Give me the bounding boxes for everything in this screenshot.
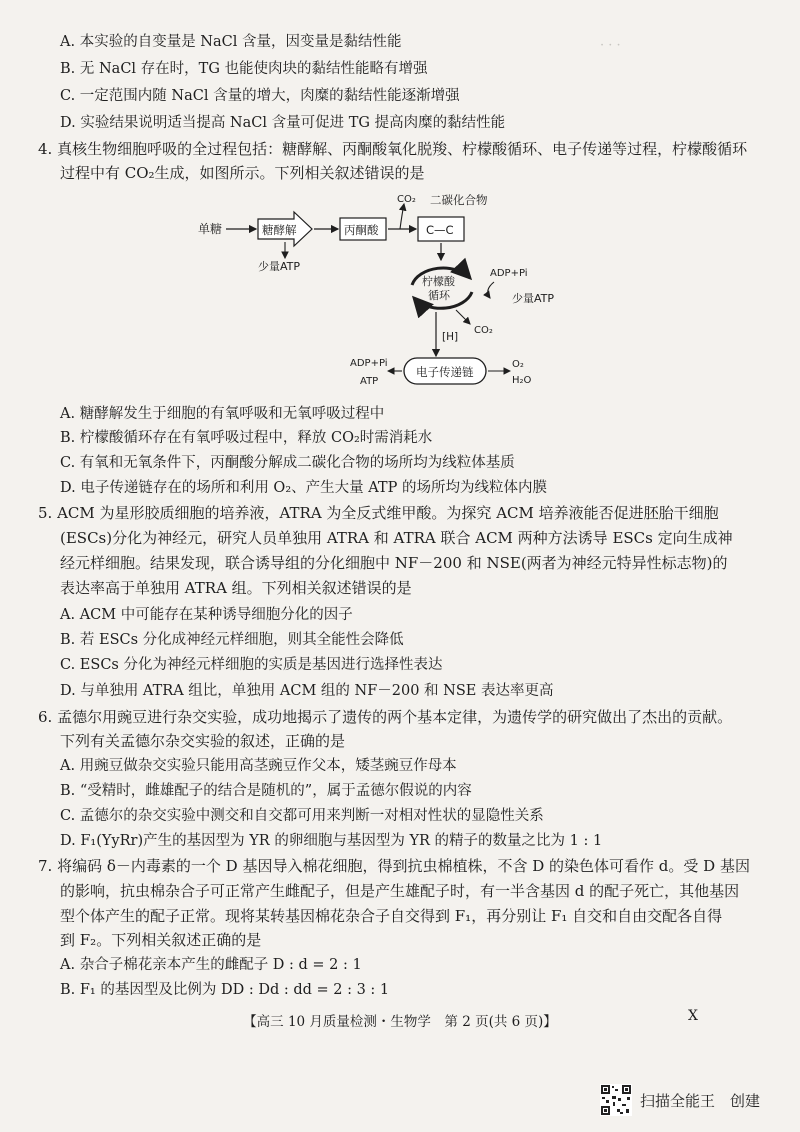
q5-option-d: D. 与单独用 ATRA 组比，单独用 ACM 组的 NF－200 和 NSE 表达率更高 bbox=[60, 683, 554, 699]
q6-option-d: D. F₁(YyRr)产生的基因型为 YR 的卵细胞与基因型为 YR 的精子的数量之比为 1 : 1 bbox=[60, 833, 603, 849]
q5-option-a: A. ACM 中可能存在某种诱导细胞分化的因子 bbox=[60, 607, 353, 623]
page-footer: 【高三 10 月质量检测・生物学 第 2 页(共 6 页)】 bbox=[243, 1014, 557, 1030]
q6-stem-line: 下列有关孟德尔杂交实验的叙述，正确的是 bbox=[60, 732, 346, 750]
q6-stem-line: 6. 孟德尔用豌豆进行杂交实验，成功地揭示了遗传的两个基本定律，为遗传学的研究做出了杰出的贡献。 bbox=[38, 708, 733, 726]
label-adp-pi-1: ADP+Pi bbox=[490, 268, 528, 279]
arrow-co2-mid bbox=[456, 310, 470, 324]
label-two-carbon: 二碳化合物 bbox=[430, 193, 488, 207]
q4-option-c: C. 有氧和无氧条件下，丙酮酸分解成二碳化合物的场所均为线粒体基质 bbox=[60, 455, 515, 471]
arrow-co2-top bbox=[400, 204, 404, 229]
label-co2-top: CO₂ bbox=[397, 194, 416, 205]
q4-option-a: A. 糖酵解发生于细胞的有氧呼吸和无氧呼吸过程中 bbox=[60, 406, 385, 422]
q5-stem-line: 表达率高于单独用 ATRA 组。下列相关叙述错误的是 bbox=[60, 579, 412, 597]
q6-option-c: C. 孟德尔的杂交实验中测交和自交都可用来判断一对相对性状的显隐性关系 bbox=[60, 808, 544, 824]
q7-stem-line: 7. 将编码 δ－内毒素的一个 D 基因导入棉花细胞，得到抗虫棉植株，不含 D 的染色体可看作 d。受 D 基因 bbox=[38, 857, 750, 875]
q7-stem-line: 型个体产生的配子正常。现将某转基因棉花杂合子自交得到 F₁，再分别让 F₁ 自交和自由交配各自得 bbox=[60, 907, 723, 925]
q5-stem-line: (ESCs)分化为神经元，研究人员单独用 ATRA 和 ATRA 联合 ACM 两种方法诱导 ESCs 定向生成神 bbox=[60, 529, 733, 547]
qr-code-icon bbox=[600, 1084, 632, 1116]
q3-option-b: B. 无 NaCl 存在时，TG 也能使肉块的黏结性能略有增强 bbox=[60, 61, 428, 77]
label-citric-1: 柠檬酸 bbox=[422, 275, 455, 288]
bleed-through-text: · · · bbox=[600, 38, 621, 53]
label-h2o: H₂O bbox=[512, 375, 532, 386]
arrow-cycle-atp bbox=[488, 282, 494, 298]
label-h: [H] bbox=[442, 331, 459, 343]
q6-option-b: B. “受精时，雌雄配子的结合是随机的”，属于孟德尔假说的内容 bbox=[60, 783, 472, 799]
q4-stem-line: 过程中有 CO₂生成，如图所示。下列相关叙述错误的是 bbox=[60, 164, 425, 182]
q3-option-a: A. 本实验的自变量是 NaCl 含量，因变量是黏结性能 bbox=[60, 34, 402, 50]
footer-mark: X bbox=[688, 1008, 698, 1024]
q5-stem-line: 5. ACM 为星形胶质细胞的培养液，ATRA 为全反式维甲酸。为探究 ACM 培养液能否促进胚胎干细胞 bbox=[38, 504, 719, 522]
label-atp: ATP bbox=[360, 376, 379, 387]
scanner-label: 扫描全能王 创建 bbox=[640, 1092, 761, 1110]
q7-stem-line: 到 F₂。下列相关叙述正确的是 bbox=[60, 931, 262, 949]
label-o2: O₂ bbox=[512, 359, 524, 370]
label-cc: C—C bbox=[426, 223, 454, 237]
q5-option-c: C. ESCs 分化为神经元样细胞的实质是基因进行选择性表达 bbox=[60, 657, 443, 673]
q5-stem-line: 经元样细胞。结果发现，联合诱导组的分化细胞中 NF－200 和 NSE(两者为神经元特异性标志物)的 bbox=[60, 554, 728, 572]
scanner-watermark bbox=[600, 1082, 790, 1122]
label-citric-2: 循环 bbox=[428, 289, 450, 302]
label-monosaccharide: 单糖 bbox=[198, 222, 223, 236]
label-glycolysis: 糖酵解 bbox=[262, 223, 297, 237]
label-little-atp-1: 少量ATP bbox=[258, 260, 301, 273]
respiration-diagram bbox=[190, 190, 610, 395]
label-co2-mid: CO₂ bbox=[474, 325, 493, 336]
q4-option-d: D. 电子传递链存在的场所和利用 O₂、产生大量 ATP 的场所均为线粒体内膜 bbox=[60, 480, 547, 496]
label-adp-pi-2: ADP+Pi bbox=[350, 358, 388, 369]
label-little-atp-2: 少量ATP bbox=[512, 292, 555, 305]
q6-option-a: A. 用豌豆做杂交实验只能用高茎豌豆作父本，矮茎豌豆作母本 bbox=[60, 758, 457, 774]
q3-option-d: D. 实验结果说明适当提高 NaCl 含量可促进 TG 提高肉糜的黏结性能 bbox=[60, 115, 506, 131]
q7-option-a: A. 杂合子棉花亲本产生的雌配子 D : d = 2 : 1 bbox=[60, 957, 362, 973]
q4-option-b: B. 柠檬酸循环存在有氧呼吸过程中，释放 CO₂时需消耗水 bbox=[60, 430, 433, 446]
q5-option-b: B. 若 ESCs 分化成神经元样细胞，则其全能性会降低 bbox=[60, 632, 404, 648]
q4-stem-line: 4. 真核生物细胞呼吸的全过程包括：糖酵解、丙酮酸氧化脱羧、柠檬酸循环、电子传递等过程，柠檬酸循环 bbox=[38, 140, 748, 158]
q7-stem-line: 的影响，抗虫棉杂合子可正常产生雌配子，但是产生雄配子时，有一半含基因 d 的配子死亡，其他基因 bbox=[60, 882, 740, 900]
q3-option-c: C. 一定范围内随 NaCl 含量的增大，肉糜的黏结性能逐渐增强 bbox=[60, 88, 460, 104]
label-etc: 电子传递链 bbox=[416, 365, 474, 379]
label-pyruvate: 丙酮酸 bbox=[344, 223, 379, 237]
q7-option-b: B. F₁ 的基因型及比例为 DD : Dd : dd = 2 : 3 : 1 bbox=[60, 982, 390, 998]
